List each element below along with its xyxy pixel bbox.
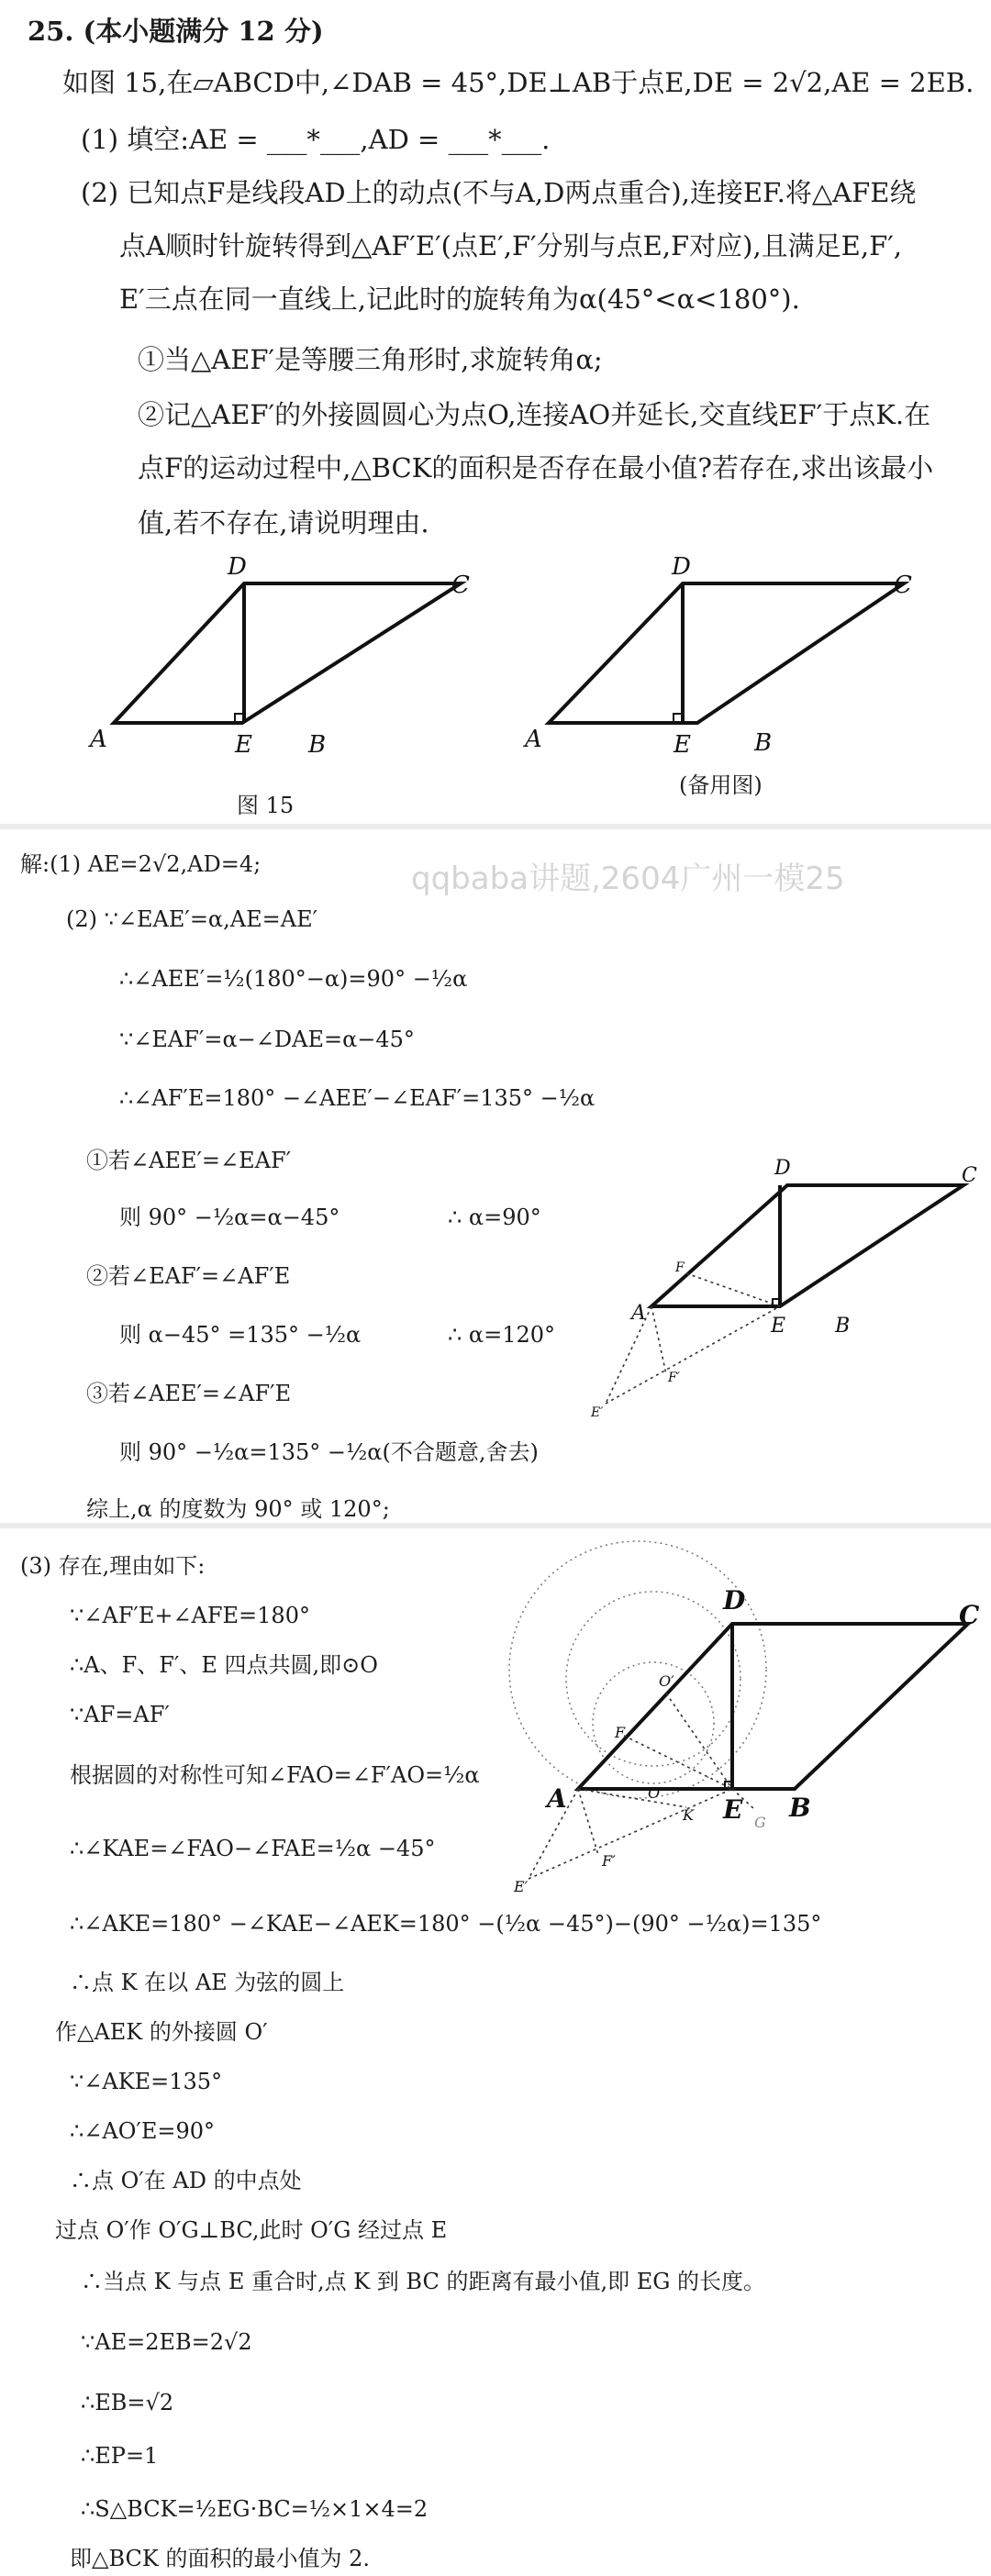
parallelogram-abcd [114, 583, 461, 723]
segment-af-prime [578, 1789, 598, 1855]
section-divider [0, 1523, 991, 1528]
label-e: E [235, 731, 252, 759]
label-e: E [771, 1315, 786, 1338]
label-c: C [451, 572, 470, 599]
label-a: A [90, 726, 107, 753]
label-d: D [672, 553, 691, 581]
part2-line: E′三点在同一直线上,记此时的旋转角为α(45°<α<180°). [119, 283, 800, 315]
label-f: F [675, 1260, 685, 1275]
solution-step: ∴EB=√2 [81, 2390, 174, 2415]
circle-o-large [509, 1541, 766, 1798]
solution-step: ∵∠AF′E+∠AFE=180° [70, 1603, 310, 1628]
label-f-prime: F′ [668, 1371, 680, 1385]
solution-step: ∵AF=AF′ [70, 1702, 170, 1727]
solution-result: ∴ α=120° [448, 1322, 556, 1348]
label-c: C [959, 1600, 980, 1630]
solution-step: 则 90° −½α=α−45° [119, 1205, 340, 1230]
label-b: B [835, 1315, 851, 1338]
solution-case-1: ①若∠AEE′=∠EAF′ [86, 1148, 292, 1173]
solution-step: ∴∠AEE′=½(180°−α)=90° −½α [119, 966, 468, 992]
segment-fe [624, 1736, 732, 1789]
solution-case-2: ②若∠EAF′=∠AF′E [86, 1263, 291, 1289]
solution-step: 则 90° −½α=135° −½α(不合题意,舍去) [119, 1439, 539, 1465]
segment-fe [686, 1273, 780, 1306]
solution-step: ∴∠AF′E=180° −∠AEE′−∠EAF′=135° −½α [119, 1085, 596, 1111]
solution-final-answer: 即△BCK 的面积的最小值为 2. [70, 2546, 370, 2571]
question-header: 25. (本小题满分 12 分) [28, 16, 324, 47]
solution-conclusion: 综上,α 的度数为 90° 或 120°; [86, 1496, 390, 1522]
solution-result: ∴ α=90° [448, 1205, 541, 1230]
part2-subquestion-2: 值,若不存在,请说明理由. [138, 507, 429, 539]
circle-o-medium [566, 1592, 740, 1766]
label-a: A [631, 1302, 646, 1325]
segment-ak [578, 1789, 686, 1807]
solution-part3-heading: (3) 存在,理由如下: [20, 1553, 206, 1579]
question-stem: 如图 15,在▱ABCD中,∠DAB = 45°,DE⊥AB于点E,DE = 2√2,AE = 2EB. [62, 67, 974, 98]
solution-step: ∴∠KAE=∠FAO−∠FAE=½α −45° [70, 1836, 436, 1861]
solution-step: ∴∠AKE=180° −∠KAE−∠AEK=180° −(½α −45°)−(90° −½α)=135° [70, 1911, 822, 1937]
solution-step: ∴点 K 在以 AE 为弦的圆上 [70, 1970, 345, 1995]
solution-step: ∴EP=1 [81, 2443, 159, 2469]
solution-step: 过点 O′作 O′G⊥BC,此时 O′G 经过点 E [55, 2217, 448, 2243]
part2-line: 点A顺时针旋转得到△AF′E′(点E′,F′分别与点E,F对应),且满足E,F′, [119, 230, 902, 261]
section-divider [0, 824, 991, 829]
label-o-prime: O′ [659, 1672, 674, 1690]
part2-subquestion-2: ②记△AEF′的外接圆圆心为点O,连接AO并延长,交直线EF′于点K.在 [138, 399, 931, 430]
solution-step: ∴A、F、F′、E 四点共圆,即⊙O [70, 1652, 378, 1678]
part2-subquestion-2: 点F的运动过程中,△BCK的面积是否存在最小值?若存在,求出该最小 [138, 452, 934, 483]
label-e: E [674, 731, 691, 759]
circle-o-prime [593, 1662, 714, 1783]
solution-step: 则 α−45° =135° −½α [119, 1322, 362, 1348]
solution-step: ∵AE=2EB=2√2 [81, 2329, 252, 2355]
segment-af-prime [651, 1306, 666, 1374]
label-b: B [789, 1793, 811, 1823]
solution-step: ∴S△BCK=½EG·BC=½×1×4=2 [81, 2496, 429, 2522]
backup-figure [514, 547, 936, 785]
label-a: A [547, 1783, 567, 1814]
label-o: O [648, 1784, 661, 1802]
label-k: K [683, 1806, 694, 1824]
label-f-prime: F′ [602, 1852, 616, 1870]
parallelogram-abcd [578, 1624, 968, 1789]
segment-o-prime-e [666, 1693, 732, 1789]
label-b: B [308, 731, 327, 759]
label-e-prime: E′ [591, 1405, 604, 1420]
figure-15-caption: 图 15 [237, 793, 295, 818]
backup-figure-caption: (备用图) [679, 772, 763, 798]
part2-subquestion-1: ①当△AEF′是等腰三角形时,求旋转角α; [138, 344, 603, 375]
solution-step: ∴当点 K 与点 E 重合时,点 K 到 BC 的距离有最小值,即 EG 的长度。 [81, 2269, 766, 2294]
label-f: F [615, 1724, 626, 1741]
solution-step: ∴点 O′在 AD 的中点处 [70, 2168, 302, 2193]
solution-part1: 解:(1) AE=2√2,AD=4; [20, 851, 262, 877]
label-d: D [723, 1585, 746, 1616]
watermark: qqbaba讲题,2604广州一模25 [411, 861, 845, 897]
label-e: E [723, 1794, 743, 1825]
solution-step: ∵∠AKE=135° [70, 2069, 223, 2094]
label-d: D [228, 553, 247, 581]
label-a: A [525, 726, 542, 753]
solution-step: ∵∠EAF′=α−∠DAE=α−45° [119, 1027, 415, 1052]
part2-line: (2) 已知点F是线段AD上的动点(不与A,D两点重合),连接EF.将△AFE绕 [81, 177, 917, 208]
label-e-prime: E′ [514, 1878, 529, 1895]
solution-case-3: ③若∠AEE′=∠AF′E [86, 1381, 292, 1406]
part1-fill-blank: (1) 填空:AE = ___*___,AD = ___*___. [81, 124, 551, 155]
label-g: G [754, 1814, 766, 1831]
solution-figure-part2 [578, 1138, 982, 1440]
label-b: B [754, 729, 773, 757]
solution-step: ∴∠AO′E=90° [70, 2118, 216, 2144]
solution-figure-part3 [496, 1532, 982, 1908]
parallelogram-abcd [549, 583, 904, 723]
solution-step: 作△AEK 的外接圆 O′ [55, 2019, 268, 2045]
parallelogram-abcd [651, 1185, 963, 1306]
label-c: C [894, 572, 912, 599]
figure-15 [83, 547, 486, 794]
label-c: C [962, 1164, 977, 1187]
solution-step: (2) ∵∠EAE′=α,AE=AE′ [66, 906, 318, 932]
solution-step: 根据圆的对称性可知∠FAO=∠F′AO=½α [70, 1762, 480, 1788]
label-d: D [774, 1157, 791, 1180]
